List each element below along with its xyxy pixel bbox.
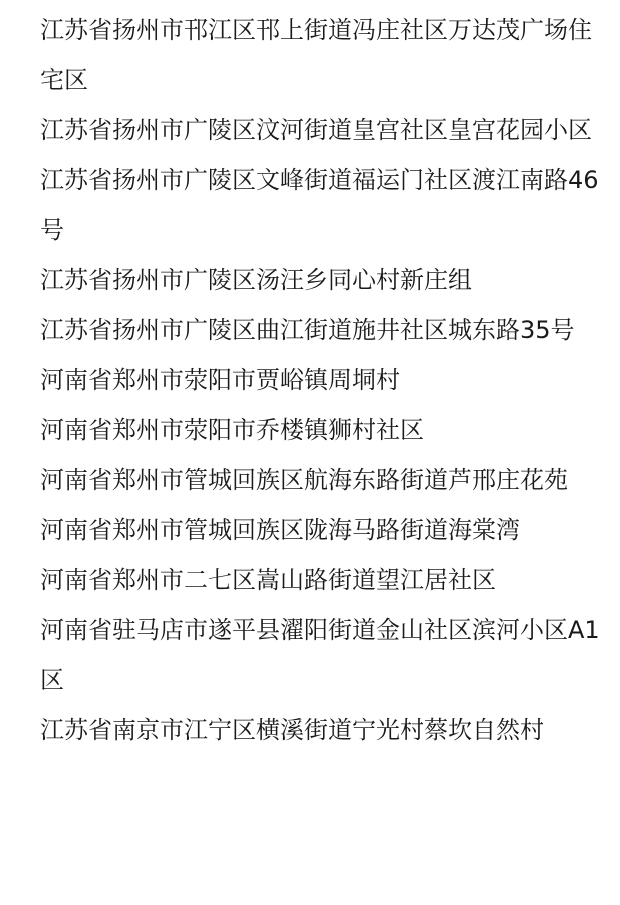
address-item: 河南省驻马店市遂平县濯阳街道金山社区滨河小区A1区 <box>40 616 600 694</box>
address-item: 江苏省南京市江宁区横溪街道宁光村蔡坎自然村 <box>40 716 544 744</box>
address-item: 河南省郑州市管城回族区陇海马路街道海棠湾 <box>40 516 520 544</box>
address-list <box>40 5 600 755</box>
address-item: 河南省郑州市荥阳市贾峪镇周垌村 <box>40 366 400 394</box>
address-item: 河南省郑州市二七区嵩山路街道望江居社区 <box>40 566 496 594</box>
address-item: 江苏省扬州市广陵区曲江街道施井社区城东路35号 <box>40 316 575 344</box>
address-item: 江苏省扬州市邗江区邗上街道冯庄社区万达茂广场住宅区 <box>40 16 592 94</box>
address-item: 江苏省扬州市广陵区汶河街道皇宫社区皇宫花园小区 <box>40 116 592 144</box>
address-item: 江苏省扬州市广陵区文峰街道福运门社区渡江南路46号 <box>40 166 599 244</box>
address-item: 河南省郑州市管城回族区航海东路街道芦邢庄花苑 <box>40 466 568 494</box>
address-item: 江苏省扬州市广陵区汤汪乡同心村新庄组 <box>40 266 472 294</box>
address-item: 河南省郑州市荥阳市乔楼镇狮村社区 <box>40 416 424 444</box>
